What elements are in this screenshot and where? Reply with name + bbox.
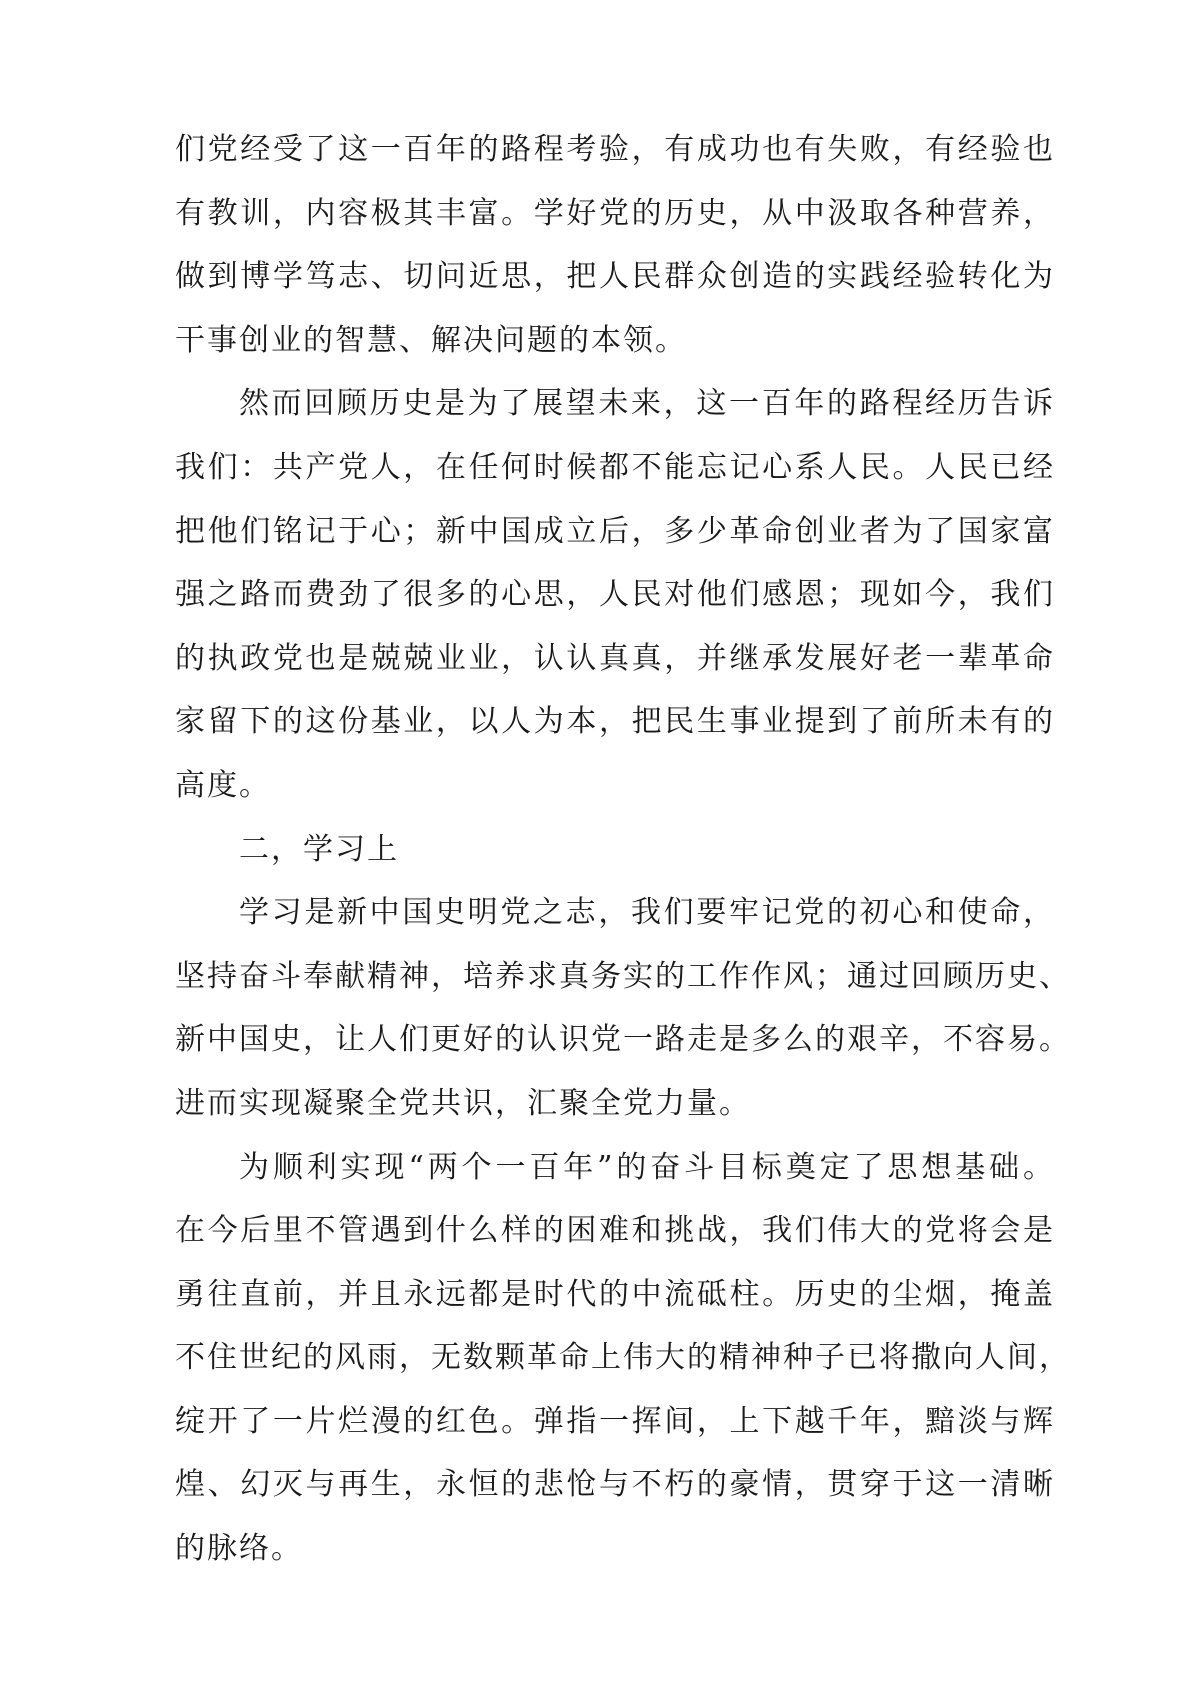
text-line: 干事创业的智慧、解决问题的本领。 bbox=[175, 322, 687, 358]
paragraph-4 bbox=[175, 881, 1071, 1135]
text-line: 学习是新中国史明党之志，我们要牢记党的初心和使命， bbox=[239, 895, 1055, 931]
text-line: 勇往直前，并且永远都是时代的中流砥柱。历史的尘烟，掩盖 bbox=[175, 1276, 1055, 1312]
text-line: 有教训，内容极其丰富。学好党的历史，从中汲取各种营养， bbox=[175, 195, 1055, 231]
paragraph-2 bbox=[175, 372, 1055, 817]
text-line: 高度。 bbox=[175, 767, 271, 803]
text-line: 强之路而费劲了很多的心思，人民对他们感恩；现如今，我们 bbox=[175, 577, 1055, 613]
document-body bbox=[175, 118, 1071, 1581]
paragraph-1 bbox=[175, 118, 1055, 372]
paragraph-5 bbox=[175, 1136, 1071, 1581]
text-line: 们党经受了这一百年的路程考验，有成功也有失败，有经验也 bbox=[175, 132, 1055, 167]
text-line: 煌、幻灭与再生，永恒的悲怆与不朽的豪情，贯穿于这一清晰 bbox=[175, 1467, 1055, 1503]
text-line: 二，学习上 bbox=[239, 831, 399, 867]
text-line: 新中国史，让人们更好的认识党一路走是多么的艰辛，不容易。 bbox=[175, 1022, 1071, 1058]
text-line: 然而回顾历史是为了展望未来，这一百年的路程经历告诉 bbox=[239, 386, 1055, 422]
text-line: 的执政党也是兢兢业业，认认真真，并继承发展好老一辈革命 bbox=[175, 640, 1055, 676]
section-heading bbox=[175, 818, 1055, 882]
text-line: 坚持奋斗奉献精神，培养求真务实的工作作风；通过回顾历史、 bbox=[175, 958, 1071, 994]
text-line: 绽开了一片烂漫的红色。弹指一挥间，上下越千年，黯淡与辉 bbox=[175, 1403, 1055, 1439]
text-line: 为顺利实现“两个一百年”的奋斗目标奠定了思想基础。 bbox=[239, 1149, 1055, 1185]
text-line: 在今后里不管遇到什么样的困难和挑战，我们伟大的党将会是 bbox=[175, 1213, 1055, 1249]
text-line: 家留下的这份基业，以人为本，把民生事业提到了前所未有的 bbox=[175, 704, 1055, 740]
text-line: 做到博学笃志、切问近思，把人民群众创造的实践经验转化为 bbox=[175, 259, 1055, 295]
text-line: 的脉络。 bbox=[175, 1531, 303, 1567]
text-line: 把他们铭记于心；新中国成立后，多少革命创业者为了国家富 bbox=[175, 513, 1055, 549]
text-line: 我们：共产党人，在任何时候都不能忘记心系人民。人民已经 bbox=[175, 449, 1055, 485]
text-line: 进而实现凝聚全党共识，汇聚全党力量。 bbox=[175, 1085, 751, 1121]
text-line: 不住世纪的风雨，无数颗革命上伟大的精神种子已将撒向人间， bbox=[175, 1340, 1071, 1376]
